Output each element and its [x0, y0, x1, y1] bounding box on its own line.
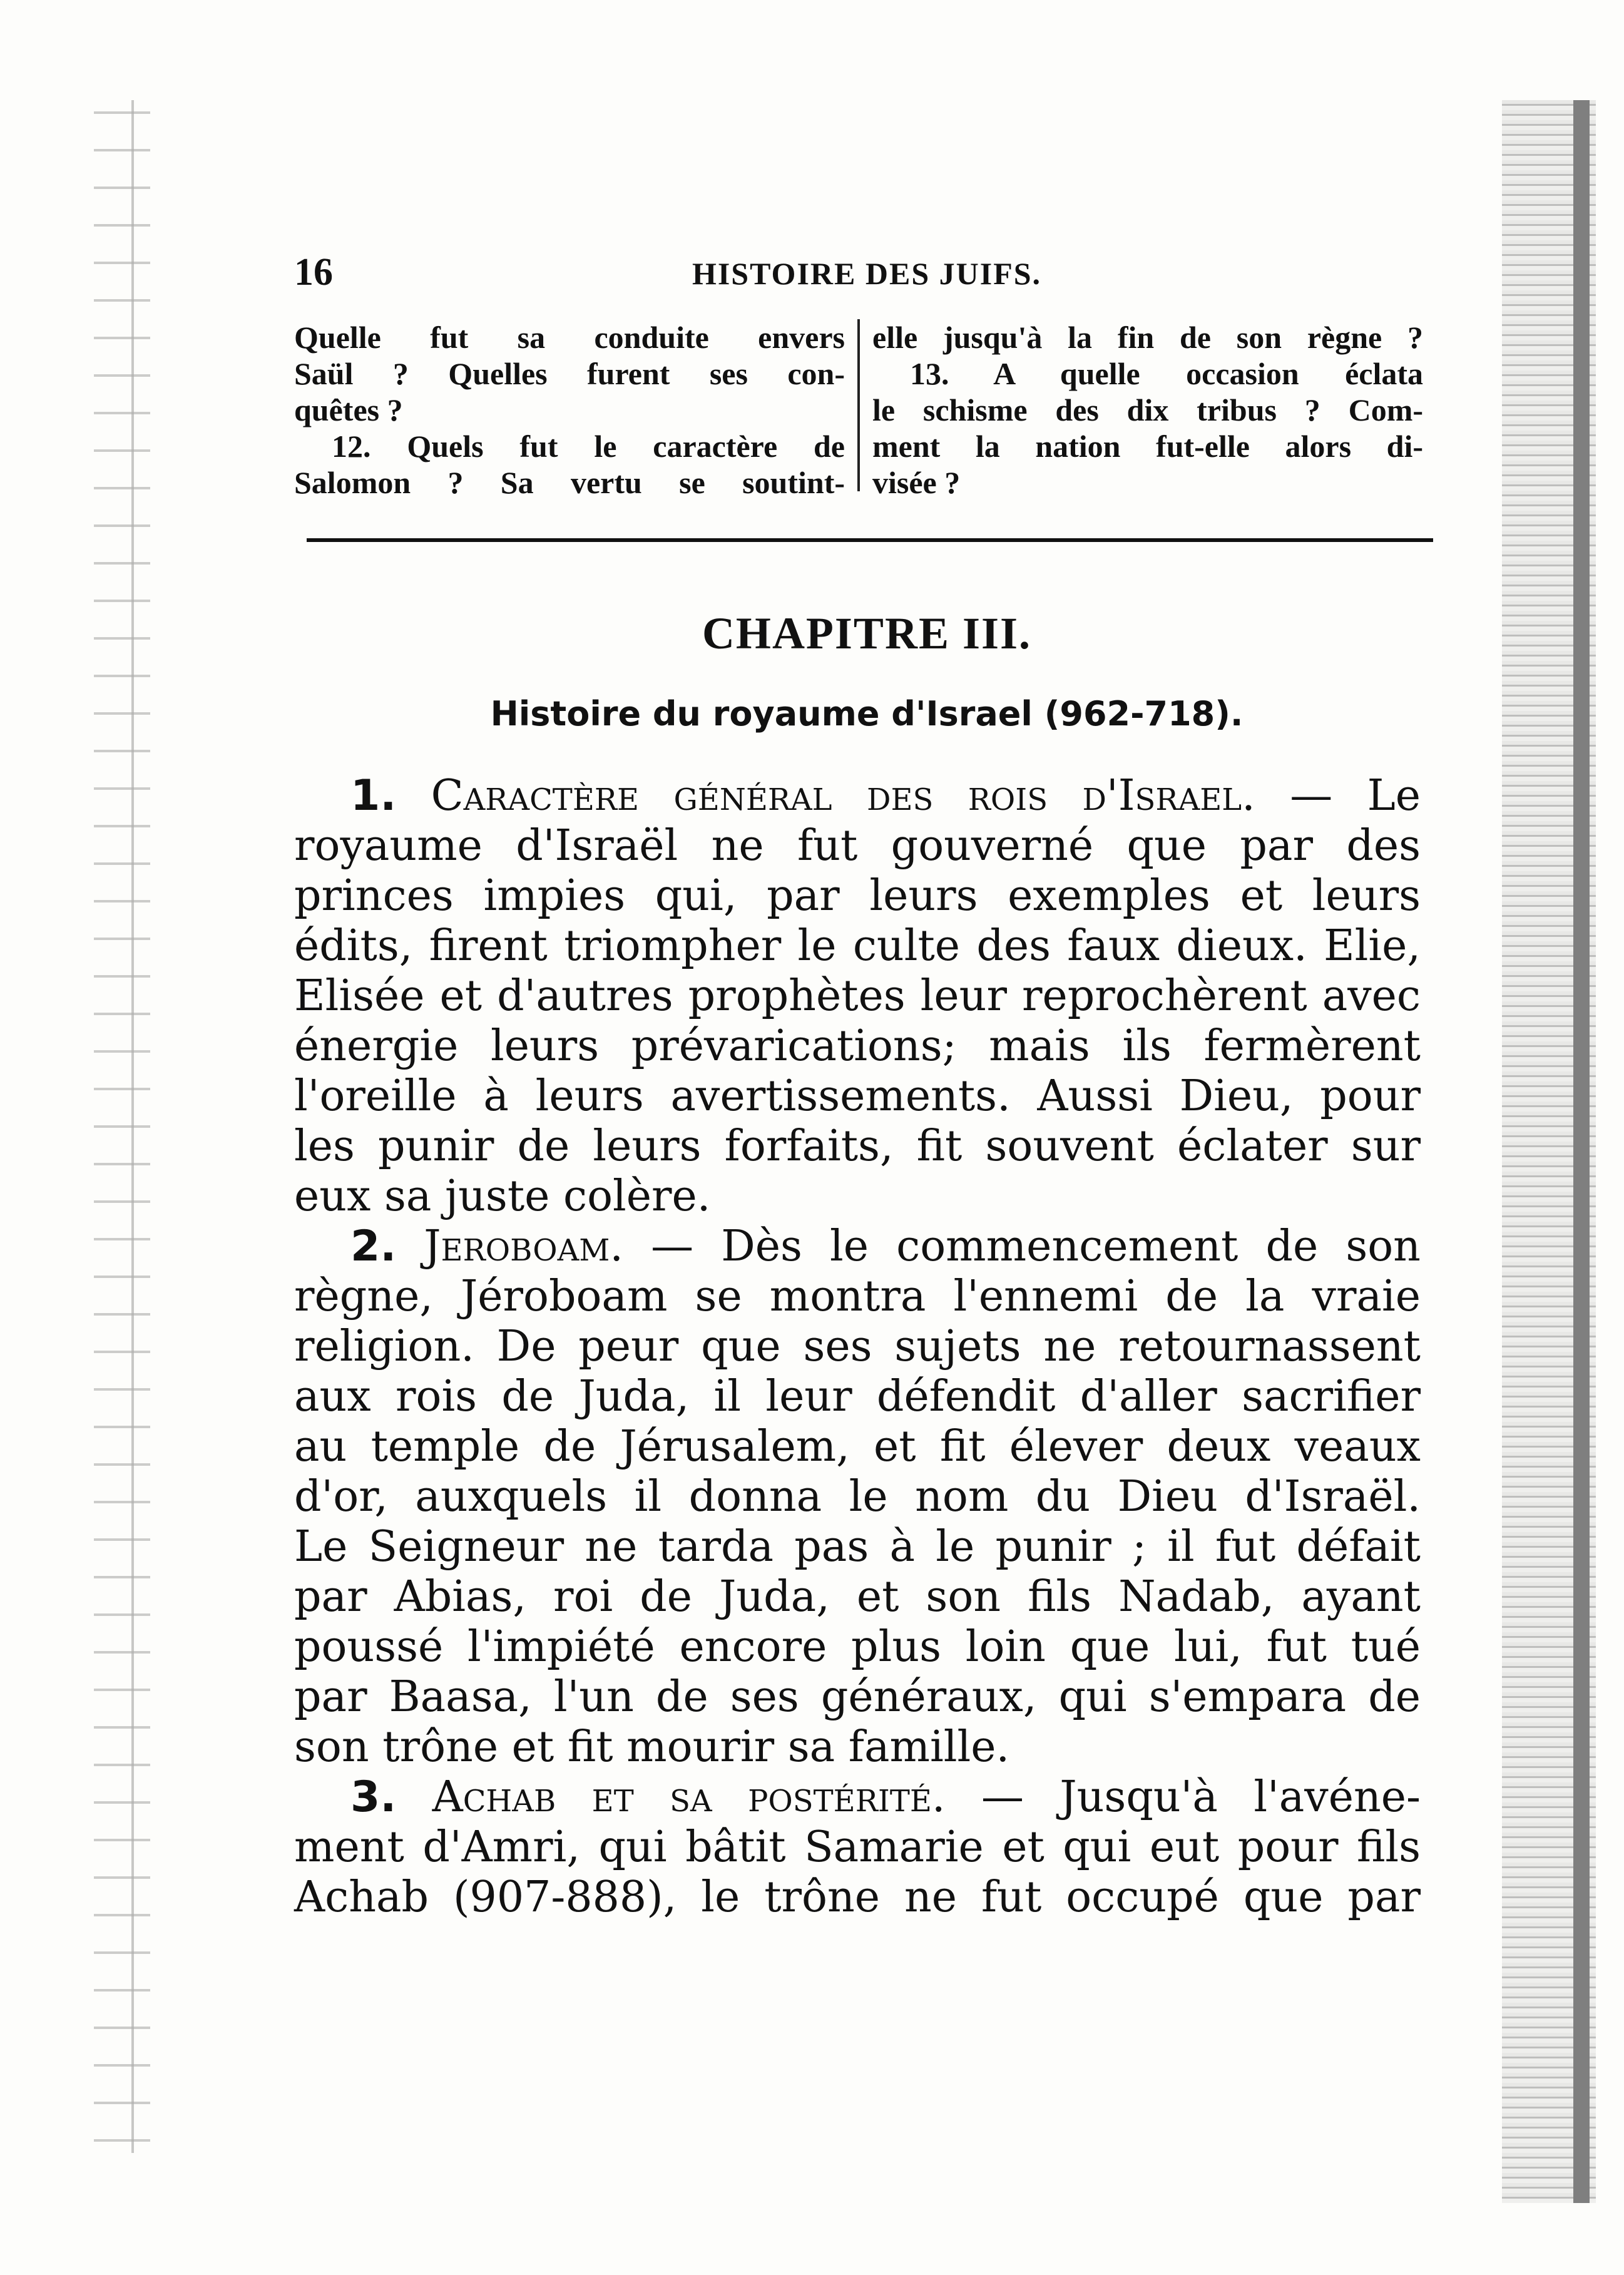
text-line: — Jusqu'à l'avéne- — [981, 1772, 1421, 1822]
question-line: ment la nation fut-elle alors di- — [872, 429, 1423, 464]
text-line: aux rois de Juda, il leur défendit d'aller sacrifier — [294, 1372, 1421, 1421]
paragraph-3 — [294, 1772, 1439, 1923]
paragraph-first-line — [294, 771, 1421, 821]
paragraph-2 — [294, 1222, 1439, 1772]
questions-right-column — [860, 319, 1423, 519]
page-number: 16 — [294, 251, 333, 294]
text-line: eux sa juste colère. — [294, 1172, 711, 1221]
question-line: Quelle fut sa conduite envers — [294, 320, 845, 355]
question-line: 12. Quels fut le caractère de — [332, 429, 845, 464]
text-line: — Le — [1290, 771, 1421, 821]
text-line: ment d'Amri, qui bâtit Samarie et qui eut pour fils — [294, 1823, 1421, 1872]
paragraph-number: 2. — [350, 1222, 397, 1271]
text-line: par Abias, roi de Juda, et son fils Nadab, ayant — [294, 1572, 1421, 1622]
text-line: d'or, auxquels il donna le nom du Dieu d'Israël. — [294, 1472, 1421, 1521]
text-line: par Baasa, l'un de ses généraux, qui s'empara de — [294, 1672, 1421, 1722]
text-line: au temple de Jérusalem, et fit élever deux veaux — [294, 1422, 1421, 1471]
question-line: Saül ? Quelles furent ses con- — [294, 356, 845, 391]
questions-left-column — [294, 319, 857, 519]
question-line: Salomon ? Sa vertu se soutint- — [294, 465, 845, 500]
paragraph-first-line — [294, 1222, 1421, 1272]
book-page — [294, 250, 1439, 1923]
right-scan-margin — [1502, 100, 1596, 2203]
text-line: poussé l'impiété encore plus loin que lui, fut tué — [294, 1622, 1421, 1672]
question-line: 13. A quelle occasion éclata — [910, 356, 1423, 391]
running-head — [294, 250, 1439, 307]
text-line: royaume d'Israël ne fut gouverné que par des — [294, 821, 1421, 871]
text-line: énergie leurs prévarications; mais ils fermèrent — [294, 1021, 1421, 1071]
section-rule — [307, 538, 1433, 542]
chapter-subtitle: Histoire du royaume d'Israel (962-718). — [490, 694, 1244, 734]
paragraph-number: 3. — [350, 1772, 397, 1822]
text-line: les punir de leurs forfaits, fit souvent éclater sur — [294, 1122, 1421, 1171]
text-line: princes impies qui, par leurs exemples et leurs — [294, 871, 1421, 921]
left-scan-margin — [94, 100, 150, 2153]
paragraph-heading: Achab et sa postérité. — [432, 1772, 946, 1822]
text-line: Le Seigneur ne tarda pas à le punir ; il fut défait — [294, 1522, 1421, 1572]
paragraph-heading: Caractère général des rois d'Israel. — [431, 771, 1255, 821]
question-line: quêtes ? — [294, 392, 403, 427]
text-line: Achab (907-888), le trône ne fut occupé que par — [294, 1873, 1421, 1922]
text-line: religion. De peur que ses sujets ne retournassent — [294, 1322, 1421, 1371]
paragraph-number: 1. — [350, 771, 397, 821]
running-title: HISTOIRE DES JUIFS. — [692, 256, 1042, 291]
paragraph-1 — [294, 771, 1439, 1222]
text-line: Elisée et d'autres prophètes leur reprochèrent avec — [294, 971, 1421, 1021]
text-line: l'oreille à leurs avertissements. Aussi Dieu, pour — [294, 1071, 1421, 1121]
paragraph-first-line — [294, 1772, 1421, 1823]
chapter-title: CHAPITRE III. — [702, 608, 1032, 658]
question-line: elle jusqu'à la fin de son règne ? — [872, 320, 1423, 355]
review-questions — [294, 319, 1439, 519]
question-line: visée ? — [872, 465, 961, 500]
text-line: son trône et fit mourir sa famille. — [294, 1722, 1010, 1772]
question-line: le schisme des dix tribus ? Com- — [872, 392, 1423, 427]
text-line: édits, firent triompher le culte des faux dieux. Elie, — [294, 921, 1421, 971]
text-line: — Dès le commencement de son — [651, 1222, 1421, 1271]
text-line: règne, Jéroboam se montra l'ennemi de la vraie — [294, 1272, 1421, 1321]
chapter-body — [294, 771, 1439, 1923]
paragraph-heading: Jeroboam. — [424, 1222, 624, 1271]
